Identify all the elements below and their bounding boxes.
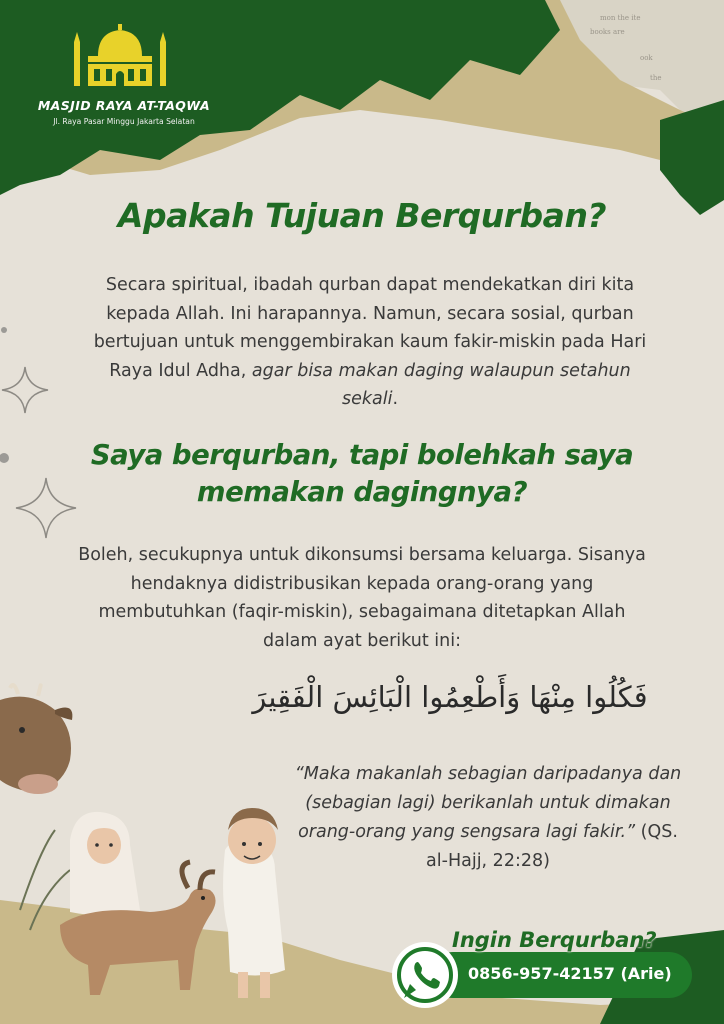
arabic-verse: فَكُلُوا مِنْهَا وَأَطْعِمُوا الْبَائِسَ الْفَقِيرَ [252,680,648,714]
svg-text:books are: books are [590,28,625,36]
section1-body-text: Secara spiritual, ibadah qurban dapat mendekatkan diri kita kepada Allah. Ini harapannya. Namun, secara sosial, qurban bertujuan untuk menggembirakan kaum fakir-miskin pada Hari Raya Idul Adha, [93,275,647,381]
verse-reference: (QS. al-Hajj, 22:28) [426,822,678,871]
verse-translation-italic: “Maka makanlah sebagian daripadanya dan (sebagian lagi) berikanlah untuk dimakan orang-orang yang sengsara lagi fakir.” [294,764,682,842]
qurban-illustration [0,680,330,1010]
sparkle-icon [0,365,50,415]
whatsapp-icon[interactable] [390,940,460,1010]
org-name: MASJID RAYA AT-TAQWA [37,98,211,113]
cta-phone[interactable]: 0856-957-42157 (Arie) [468,964,672,983]
svg-text:mon the ite: mon the ite [600,14,641,22]
svg-text:the: the [650,74,662,82]
cta-title: Ingin Berqurban? [452,928,657,952]
section1-title: Apakah Tujuan Berqurban? [117,196,607,235]
section1-body [80,271,660,414]
verse-translation [290,760,686,876]
mosque-icon [70,24,170,90]
section2-body: Boleh, secukupnya untuk dikonsumsi bersama keluarga. Sisanya hendaknya didistribusikan kepada orang-orang yang membutuhkan (faqir-miskin), sebagaimana ditetapkan Allah dalam ayat berikut ini: [78,545,646,651]
section2-title: Saya berqurban, tapi bolehkah saya memakan dagingnya? [90,439,634,508]
section1-body-end: . [392,389,399,409]
org-address: Jl. Raya Pasar Minggu Jakarta Selatan [53,117,195,126]
section1-body-italic: agar bisa makan daging walaupun setahun sekali [251,360,631,409]
svg-text:ook: ook [640,54,653,62]
